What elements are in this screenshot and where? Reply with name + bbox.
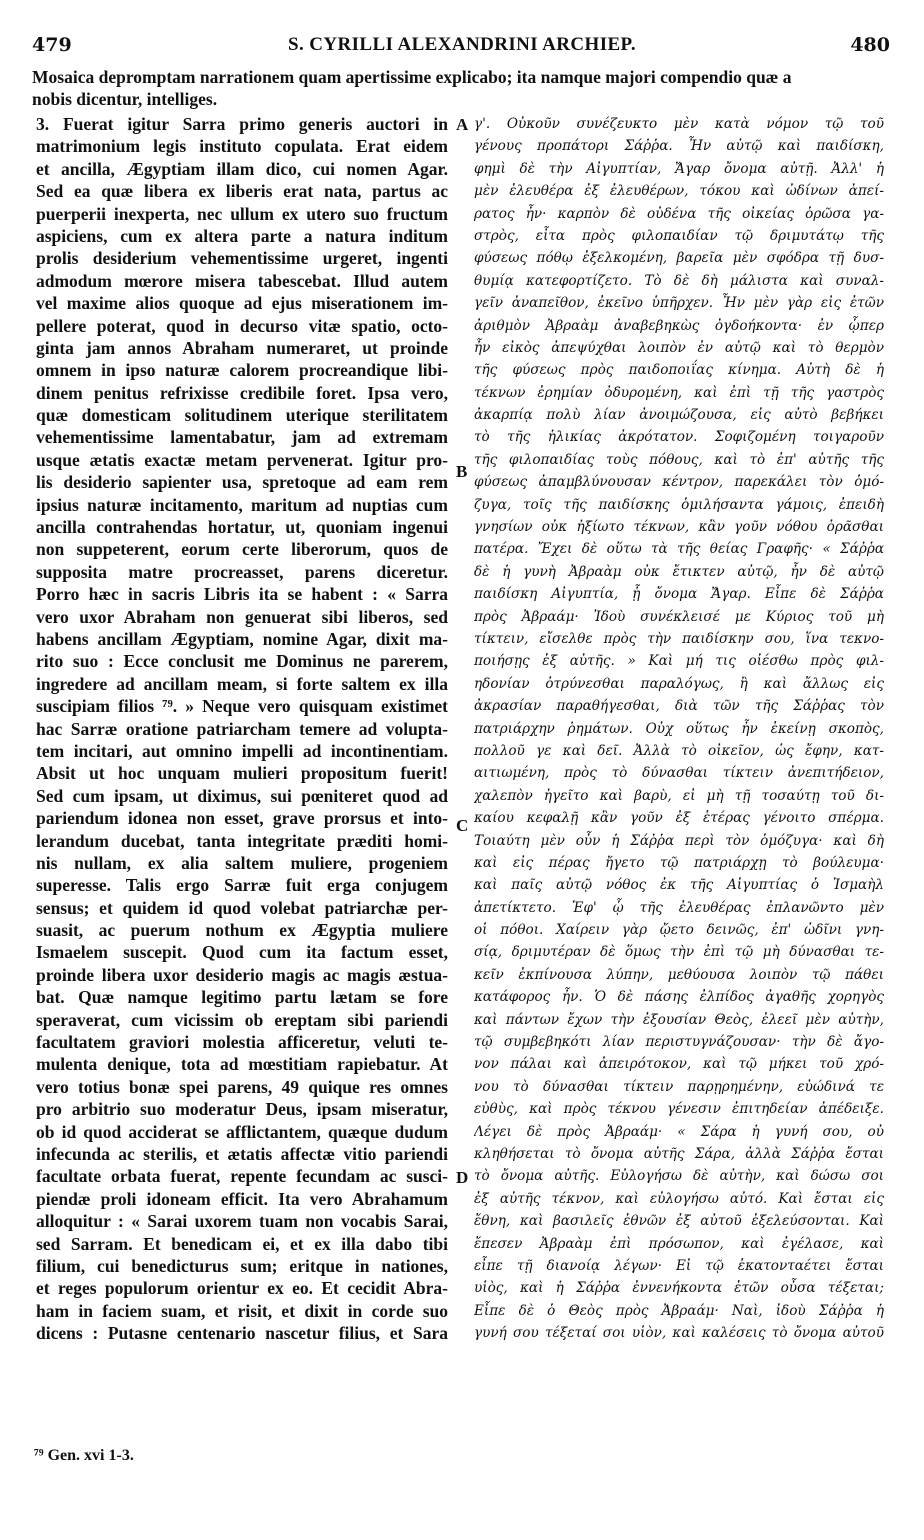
greek-line: χαλεπὸν ἡγεῖτο καὶ βαρὺ, εἰ μὴ τῇ τοσαύτῃ τοῦ δι- [474, 787, 884, 804]
latin-line: pariendum idonea non esset, grave prorsus et into- [36, 808, 448, 829]
greek-line: γυνή σου τέξεταί σοι υἱὸν, καὶ καλέσεις τὸ ὄνομα αὐτοῦ [474, 1325, 884, 1342]
latin-line: sed Sarram. Et benedicam ei, et ex illa dabo tibi [36, 1233, 448, 1254]
footnote: ⁷⁹ Gen. xvi 1-3. [34, 1447, 134, 1464]
greek-line: γεῖν ἀναπεῖθον, ἐκεῖνο ὑπῆρχεν. Ἦν μὲν γὰρ εἰς ἐτῶν [474, 295, 884, 312]
greek-line: πρὸς Ἀβραάμ· Ἰδοὺ συνέκλεισέ με Κύριος τοῦ μὴ [474, 608, 884, 625]
latin-line: infecunda ac sterilis, et ætatis affectæ vitio pariendi [36, 1143, 448, 1164]
greek-line: ἀπετίκτετο. Ἐφ' ᾧ τῆς ἐλευθέρας ἐπλανῶντο μὲν [474, 899, 884, 916]
latin-line: proinde libera uxor desiderio magis ac magis æstua- [36, 964, 448, 985]
margin-marker-b: B [456, 462, 468, 481]
latin-line: Porro hæc in sacris Libris ita se habent : « Sarra [36, 584, 448, 605]
latin-line: pellere poterat, quod in decurso vitæ spatio, octo- [36, 315, 448, 336]
running-title: S. CYRILLI ALEXANDRINI ARCHIEP. [288, 34, 636, 55]
greek-column [474, 113, 884, 1344]
latin-line: Sed ea quæ libera ex liberis erat nata, partus ac [36, 181, 448, 202]
latin-line: rito suo : Ecce conclusit me Dominus ne parerem, [36, 651, 448, 672]
greek-line: τῆς φύσεως πρὸς παιδοποιΐας κίνημα. Αὐτὴ δὲ ἡ [474, 362, 884, 379]
latin-column [36, 113, 448, 1344]
latin-line: filium, cui benedicturus sum; eritque in nationes, [36, 1255, 448, 1276]
latin-line: piendæ proli idoneam efficit. Ita vero Abrahamum [36, 1188, 448, 1209]
margin-marker-a: A [456, 115, 469, 134]
greek-line: γνησίων οὐκ ἠξίωτο τέκνων, κἂν γοῦν νόθου ὁρᾶσθαι [474, 519, 884, 536]
greek-line: ἦν εἰκὸς ἀπεψύχθαι λοιπὸν ἐν αὐτῷ καὶ τὸ θερμὸν [474, 339, 884, 356]
greek-line: ἐξ αὐτῆς τέκνον, καὶ εὐλογήσω αὐτό. Καὶ ἔσται εἰς [474, 1190, 884, 1207]
greek-line: καὶ πάντων ἔχων τὴν ἐξουσίαν Θεὸς, ἐλεεῖ μὲν αὐτὴν, [474, 1011, 884, 1028]
greek-line: μὲν ἐλευθέρα ἐξ ἐλευθέρων, τόκου καὶ ὠδίνων ἀπεί- [474, 183, 884, 200]
greek-line: ποιήσῃς ἐξ αὐτῆς. » Καὶ μή τις οἰέσθω πρὸς φιλ- [474, 653, 884, 670]
greek-line: φημὶ δὲ τὴν Αἰγυπτίαν, Ἄγαρ ὄνομα αὐτῇ. Ἀλλ' ἡ [474, 160, 884, 177]
greek-line: σίᾳ, δριμυτέραν δὲ ὅμως τὴν ἐπὶ τῷ μὴ δύνασθαι τε- [474, 944, 884, 961]
latin-line: facultate orbata fuerat, repente fecundam ac susci- [36, 1166, 448, 1187]
latin-line: habens ancillam Ægyptiam, nomine Agar, dixit ma- [36, 628, 448, 649]
greek-line: γ'. Οὐκοῦν συνέζευκτο μὲν κατὰ νόμον τῷ τοῦ [474, 116, 884, 132]
greek-line: ἀριθμὸν Ἀβραὰμ ἀναβεβηκὼς ὀγδοήκοντα· ἐν ᾧπερ [474, 317, 884, 334]
latin-line: vehementissime lamentabatur, jam ad extremam [36, 427, 448, 448]
greek-line: νον πάλαι καὶ ἀπειρότοκον, καὶ τῷ μήκει τοῦ χρό- [474, 1056, 884, 1073]
latin-line: et ancilla, Ægyptiam illam dico, cui nomen Agar. [36, 158, 448, 179]
greek-line: τὸ τῆς ἡλικίας ἀκρότατον. Σοφιζομένη τοιγαροῦν [474, 429, 884, 446]
latin-line: Ismaelem suscepit. Quod cum ita factum esset, [36, 942, 448, 963]
greek-line: γένους προπάτορι Σάῤῥα. Ἦν αὐτῷ καὶ παιδίσκη, [474, 138, 884, 155]
latin-line: prolis desiderium vehementissime urgeret, ingenti [36, 248, 448, 269]
greek-line: νου τὸ δύνασθαι τίκτειν παρῃρημένην, εὐώδινά τε [474, 1078, 884, 1095]
latin-line: hac Sarræ oratione patriarcham temere ad volupta- [36, 718, 448, 739]
latin-line: supposita matre procreasset, parens diceretur. [36, 561, 448, 582]
latin-line: ingredere ad ancillam meam, si forte saltem ex illa [36, 673, 448, 694]
intro-line: Mosaica depromptam narrationem quam apertissime explicabo; ita namque majori compendio quæ a [32, 67, 792, 87]
intro-paragraph [32, 66, 894, 110]
latin-line: 3. Fuerat igitur Sarra primo generis auctori in [36, 114, 448, 134]
page-number-right: 480 [850, 34, 890, 56]
latin-line: quæ domesticam solitudinem uterique sterilitatem [36, 405, 448, 426]
greek-line: ζυγα, τοῖς τῆς παιδίσκης ὁμιλήσαντα γάμοις, ἐπειδὴ [474, 496, 884, 513]
greek-line: ἔπεσεν Ἀβραὰμ ἐπὶ πρόσωπον, καὶ ἐγέλασε, καὶ [474, 1235, 884, 1252]
latin-line: bat. Quæ namque legitimo partu lætam se fore [36, 987, 448, 1008]
greek-line: Τοιαύτη μὲν οὖν ἡ Σάῤῥα περὶ τὸν ὁμόζυγα· καὶ δὴ [474, 832, 884, 849]
greek-line: τίκτειν, εἴσελθε πρὸς τὴν παιδίσκην σου, ἵνα τεκνο- [474, 630, 884, 647]
page-header [28, 34, 896, 60]
latin-line: dinem penitus refrixisse credibile foret. Ipsa vero, [36, 382, 448, 403]
greek-line: Λέγει δὲ πρὸς Ἀβραάμ· « Σάρα ἡ γυνή σου, οὐ [474, 1123, 884, 1140]
greek-line: κεῖν ἐκπίνουσα λύπην, μεθύουσα λοιπὸν τῷ πάθει [474, 966, 884, 983]
greek-line: εἶπε τῇ διανοίᾳ λέγων· Εἰ τῷ ἑκατονταέτει ἔσται [474, 1257, 884, 1274]
latin-line: ipsius naturæ incitamento, maritum ad nuptias cum [36, 494, 448, 515]
latin-line: vero totius bonæ spei parens, 49 quique res omnes [36, 1076, 448, 1097]
latin-line: speraverat, cum vicissim ob ereptam sibi pariendi [36, 1009, 448, 1030]
latin-line: et reges populorum orientur ex eo. Et cecidit Abra- [36, 1278, 448, 1299]
latin-line: pro arbitrio suo moderatur Deus, ipsam miseratur, [36, 1099, 448, 1120]
greek-line: ἀκρασίαν παραθήγεσθαι, διὰ τῶν τῆς Σάῤῥας τὸν [474, 698, 884, 715]
greek-line: τῆς φιλοπαιδίας τοὺς πόθους, καὶ τὸ ἐπ' αὐτῆς τῆς [474, 451, 884, 468]
greek-line: θυμίᾳ κατεφορτίζετο. Τὸ δὲ δὴ μάλιστα καὶ συναλ- [474, 272, 884, 289]
greek-line: καίου κεφαλῇ κἂν γοῦν ἐξ ἑτέρας γένοιτο σπέρμα. [474, 810, 884, 827]
latin-line: aspiciens, cum ex altera parte a natura inditum [36, 225, 448, 246]
greek-line: υἱὸς, καὶ ἡ Σάῤῥα ἐννενήκοντα ἐτῶν οὖσα τέξεται; [474, 1280, 884, 1297]
margin-marker-c: C [456, 816, 469, 835]
margin-marker-d: D [456, 1168, 469, 1187]
latin-line: usque ætatis exactæ metam pervenerat. Igitur pro- [36, 449, 448, 470]
greek-line: οἱ πόθοι. Χαίρειν γὰρ ᾤετο δεινῶς, ἐπ' ὠδῖνι γνη- [474, 922, 884, 939]
latin-line: Sed cum ipsam, ut diximus, sui pœniteret quod ad [36, 785, 448, 806]
greek-line: πατριάρχην ῥημάτων. Οὐχ οὕτως ἦν ἐκείνῃ σκοπὸς, [474, 720, 884, 737]
greek-line: τῷ συμβεβηκότι λίαν περιστυγνάζουσαν· τὴν δὲ ἄγο- [474, 1034, 884, 1051]
greek-line: παιδίσκη Αἰγυπτία, ᾗ ὄνομα Ἄγαρ. Εἶπε δὲ Σάῤῥα [474, 586, 884, 603]
greek-line: Εἶπε δὲ ὁ Θεὸς πρὸς Ἀβραάμ· Ναὶ, ἰδοὺ Σάῤῥα ἡ [474, 1302, 884, 1319]
greek-line: ἀκαρπίᾳ πολὺ λίαν ἀνοιμώζουσα, εἰς αὐτὸ βεβήκει [474, 407, 884, 424]
latin-line: ancilla contrahendas hortatur, ut, quoniam ingenui [36, 517, 448, 538]
latin-line: ham in faciem suam, et risit, et dixit in corde suo [36, 1300, 448, 1321]
greek-line: τέκνων ἐρημίαν ὀδυρομένη, καὶ ἐπὶ τῇ τῆς γαστρὸς [474, 384, 884, 401]
latin-line: facultatem graviori molestia afficeretur, veluti te- [36, 1032, 448, 1053]
latin-line: vel maxime alios quoque ad ejus miserationem im- [36, 293, 448, 314]
latin-line: mulenta denique, tota ad mœstitiam rapiebatur. At [36, 1054, 448, 1075]
latin-line: non suppeterent, eorum certe liberorum, quos de [36, 539, 448, 560]
greek-line: κατάφορος ἦν. Ὁ δὲ πάσης ἐλπίδος ἀγαθῆς χορηγὸς [474, 989, 884, 1006]
latin-line: vero uxor Abraham non genuerat sibi liberos, sed [36, 606, 448, 627]
latin-line: lis desiderio sapienter usa, spretoque ad eam rem [36, 472, 448, 493]
latin-line: ob id quod acciderat se afflictantem, quæque dudum [36, 1121, 448, 1142]
greek-line: αιτιωμένη, πρὸς τὸ δύνασθαι τίκτειν ἀνεπιτήδειον, [474, 765, 884, 782]
greek-line: δὲ ἡ γυνὴ Ἀβραὰμ οὐκ ἔτικτεν αὐτῷ, ἦν δὲ αὐτῷ [474, 563, 884, 580]
greek-line: στρὸς, εἶτα πρὸς φιλοπαιδίαν τῷ δριμυτάτῳ τῆς [474, 227, 884, 244]
latin-line: alloquitur : « Sarai uxorem tuam non vocabis Sarai, [36, 1211, 448, 1232]
greek-line: ἔθνη, καὶ βασιλεῖς ἐθνῶν ἐξ αὐτοῦ ἐξελεύσονται. Καὶ [474, 1213, 884, 1230]
greek-line: καὶ παῖς αὐτῷ νόθος ἐκ τῆς Αἰγυπτίας ὁ Ἰσμαὴλ [474, 877, 884, 894]
greek-line: φύσεως ἀπαμβλύνουσαν κέντρον, παρεκάλει τὸν ὁμό- [474, 474, 884, 491]
greek-line: κληθήσεται τὸ ὄνομα αὐτῆς Σάρα, ἀλλὰ Σάῤῥα ἔσται [474, 1145, 884, 1162]
greek-line: εὐθὺς, καὶ πρὸς τέκνου γένεσιν ἐπιτηδείαν ἀπέδειξε. [474, 1101, 884, 1118]
greek-line: καὶ εἰς πέρας ἤγετο τῷ πατριάρχῃ τὸ βούλευμα· [474, 854, 884, 871]
greek-line: πατέρα. Ἔχει δὲ οὕτω τὰ τῆς θείας Γραφῆς· « Σάῤῥα [474, 541, 884, 558]
page-number-left: 479 [32, 34, 72, 56]
greek-line: ρατος ἦν· καρπὸν δὲ οὐδένα τῆς οἰκείας ὁρῶσα γα- [474, 205, 884, 222]
latin-line: Absit ut hoc unquam mulieri propositum fuerit! [36, 763, 448, 784]
latin-line: tem incitari, aut omnino impelli ad incontinentiam. [36, 740, 448, 761]
greek-line: τὸ ὄνομα αὐτῆς. Εὐλογήσω δὲ αὐτὴν, καὶ δώσω σοι [474, 1168, 884, 1185]
latin-line: admodum mœrore misera tabescebat. Illud autem [36, 270, 448, 291]
latin-line: nis nullam, ex alia saltem muliere, progeniem [36, 852, 448, 873]
latin-line: ginta jam annos Abraham numeraret, ut proinde [36, 337, 448, 358]
intro-line: nobis dicentur, intelliges. [32, 89, 218, 109]
greek-line: φύσεως πόθῳ ἐξελκομένη, βαρεῖα μὲν σφόδρα τῇ δυσ- [474, 250, 884, 267]
latin-line: omnem in ipso naturæ calorem procreandique libi- [36, 360, 448, 381]
latin-line: superesse. Talis ergo Sarræ fuit erga conjugem [36, 875, 448, 896]
latin-line: dicens : Putasne centenario nascetur filius, et Sara [36, 1323, 448, 1344]
greek-line: πολλοῦ γε καὶ δεῖ. Ἀλλὰ τὸ οἰκεῖον, ὡς ἔφην, κατ- [474, 742, 884, 759]
latin-line: lerandum ducebat, tanta integritate præditi homi- [36, 830, 448, 851]
latin-line: suscipiam filios ⁷⁹. » Neque vero quisquam existimet [36, 696, 448, 717]
latin-line: suasit, ac puerum nothum ex Ægyptia muliere [36, 920, 448, 941]
latin-line: matrimonium legis instituto copulata. Erat eidem [36, 136, 448, 157]
greek-line: ηδονίαν ὀτρύνεσθαι παραλόγως, ἢ καὶ ἄλλως εἰς [474, 675, 884, 692]
latin-line: puerperii inexperta, nec ullum ex utero suo fructum [36, 203, 448, 224]
latin-line: sensus; et quidem id quod volebat patriarchæ per- [36, 897, 448, 918]
